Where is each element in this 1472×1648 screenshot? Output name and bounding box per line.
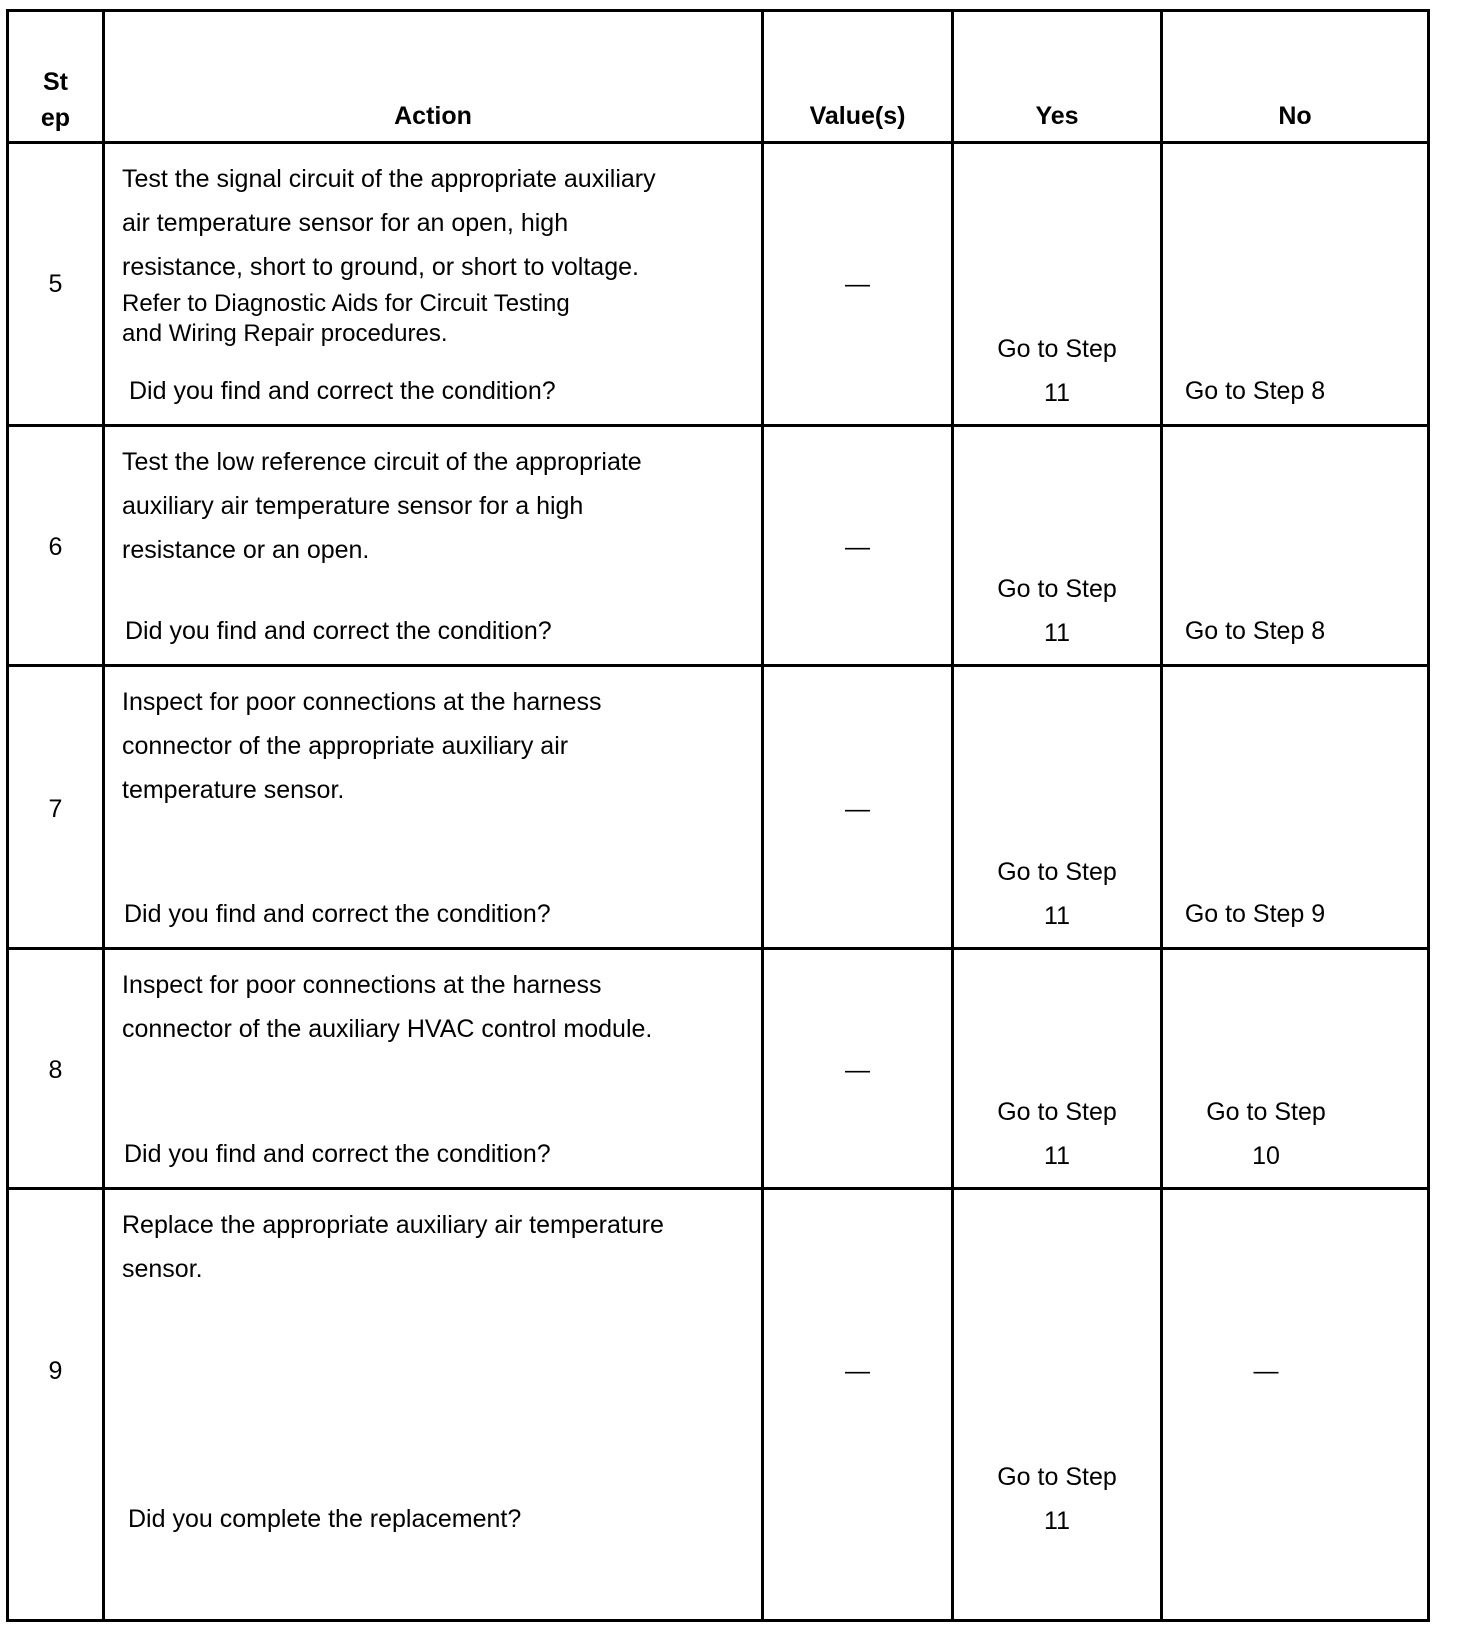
no-line: Go to Step 8 <box>1184 377 1326 405</box>
yes-line: Go to Step <box>997 1463 1117 1491</box>
row-divider <box>9 947 1427 950</box>
value-cell: — <box>845 795 870 823</box>
action-line: connector of the appropriate auxiliary air <box>122 732 569 760</box>
question-text: Did you find and correct the condition? <box>124 1140 551 1168</box>
action-line: connector of the auxiliary HVAC control module. <box>122 1015 653 1043</box>
yes-line: Go to Step <box>997 1098 1117 1126</box>
yes-line: Go to Step <box>997 858 1117 886</box>
yes-cell <box>954 850 1160 938</box>
yes-line: 11 <box>1044 619 1070 647</box>
no-cell <box>1163 369 1347 413</box>
no-line: Go to Step 8 <box>1184 617 1326 645</box>
row-divider <box>9 664 1427 667</box>
column-divider <box>102 12 105 1619</box>
step-number: 9 <box>48 1357 63 1385</box>
header-no: No <box>1278 102 1312 130</box>
action-cell <box>122 680 752 812</box>
question-text: Did you find and correct the condition? <box>124 900 551 928</box>
yes-line: Go to Step <box>997 575 1117 603</box>
column-divider <box>951 12 954 1619</box>
action-line: Test the low reference circuit of the appropriate <box>122 448 642 476</box>
action-cell <box>122 440 752 572</box>
action-line: Test the signal circuit of the appropriate auxiliary <box>122 165 656 193</box>
note-line: and Wiring Repair procedures. <box>122 320 448 347</box>
question-text: Did you find and correct the condition? <box>129 377 556 405</box>
action-line: sensor. <box>122 1255 203 1283</box>
action-cell <box>122 157 752 349</box>
action-line: air temperature sensor for an open, high <box>122 209 569 237</box>
header-action: Action <box>394 102 472 130</box>
yes-line: 11 <box>1044 1507 1070 1535</box>
action-line: resistance or an open. <box>122 536 370 564</box>
yes-line: Go to Step <box>997 335 1117 363</box>
no-line: Go to Step <box>1206 1098 1326 1126</box>
note-line: Refer to Diagnostic Aids for Circuit Testing <box>122 290 570 317</box>
step-number: 7 <box>48 795 63 823</box>
action-line: auxiliary air temperature sensor for a high <box>122 492 584 520</box>
action-line: Replace the appropriate auxiliary air temperature <box>122 1211 664 1239</box>
step-number: 8 <box>48 1056 63 1084</box>
action-line: Inspect for poor connections at the harness <box>122 971 602 999</box>
no-cell <box>1163 1090 1369 1178</box>
step-number: 6 <box>48 533 63 561</box>
question-text: Did you find and correct the condition? <box>125 617 552 645</box>
diagnostic-table <box>6 9 1430 1622</box>
header-yes: Yes <box>1035 102 1079 130</box>
no-line: — <box>1253 1357 1279 1385</box>
yes-cell <box>954 1090 1160 1178</box>
action-cell <box>122 963 752 1051</box>
no-cell <box>1163 892 1347 936</box>
row-divider <box>9 1187 1427 1190</box>
yes-line: 11 <box>1044 379 1070 407</box>
yes-line: 11 <box>1044 902 1070 930</box>
header-values: Value(s) <box>809 102 906 130</box>
row-divider <box>9 424 1427 427</box>
action-line: resistance, short to ground, or short to voltage. <box>122 253 639 281</box>
action-line: Inspect for poor connections at the harness <box>122 688 602 716</box>
no-cell <box>1163 609 1347 653</box>
no-cell <box>1163 1349 1369 1393</box>
action-cell <box>122 1203 752 1291</box>
value-cell: — <box>845 1357 870 1385</box>
row-divider <box>9 141 1427 144</box>
question-text: Did you complete the replacement? <box>128 1505 522 1533</box>
value-cell: — <box>845 270 870 298</box>
yes-cell <box>954 567 1160 655</box>
yes-cell <box>954 327 1160 415</box>
value-cell: — <box>845 533 870 561</box>
no-line: Go to Step 9 <box>1184 900 1326 928</box>
no-line: 10 <box>1252 1142 1280 1170</box>
action-line: temperature sensor. <box>122 776 345 804</box>
value-cell: — <box>845 1056 870 1084</box>
yes-cell <box>954 1455 1160 1543</box>
header-step: St ep <box>40 68 71 132</box>
yes-line: 11 <box>1044 1142 1070 1170</box>
step-number: 5 <box>48 270 63 298</box>
